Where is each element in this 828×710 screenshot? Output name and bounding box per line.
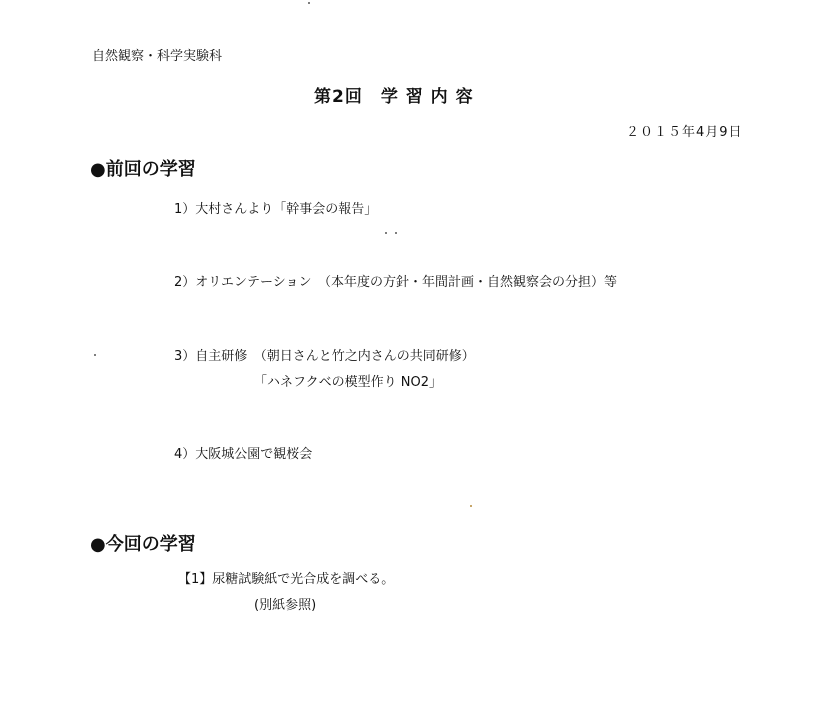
previous-section-heading: ●前回の学習: [90, 159, 196, 180]
scan-speck: [94, 354, 96, 356]
scan-speck: [308, 2, 310, 4]
scan-speck: [470, 505, 472, 507]
page-title: 第2回 学 習 内 容: [314, 87, 474, 107]
scan-speck: [395, 232, 397, 234]
previous-item-3-subtitle: 「ハネフクベの模型作り NO2」: [254, 375, 442, 390]
previous-item-3: 3）自主研修 （朝日さんと竹之内さんの共同研修）: [174, 349, 475, 364]
previous-item-1: 1）大村さんより「幹事会の報告」: [174, 202, 378, 217]
previous-item-4: 4）大阪城公園で観桜会: [174, 447, 313, 462]
document-date: ２０１５年4月9日: [626, 125, 743, 140]
current-item-1-note: (別紙参照): [254, 598, 317, 613]
previous-item-2: 2）オリエンテーション （本年度の方針・年間計画・自然観察会の分担）等: [174, 275, 617, 290]
current-section-heading: ●今回の学習: [90, 534, 196, 555]
department-name: 自然観察・科学実験科: [92, 49, 223, 64]
scan-speck: [385, 232, 387, 234]
current-item-1: 【1】尿糖試験紙で光合成を調べる。: [178, 572, 395, 587]
